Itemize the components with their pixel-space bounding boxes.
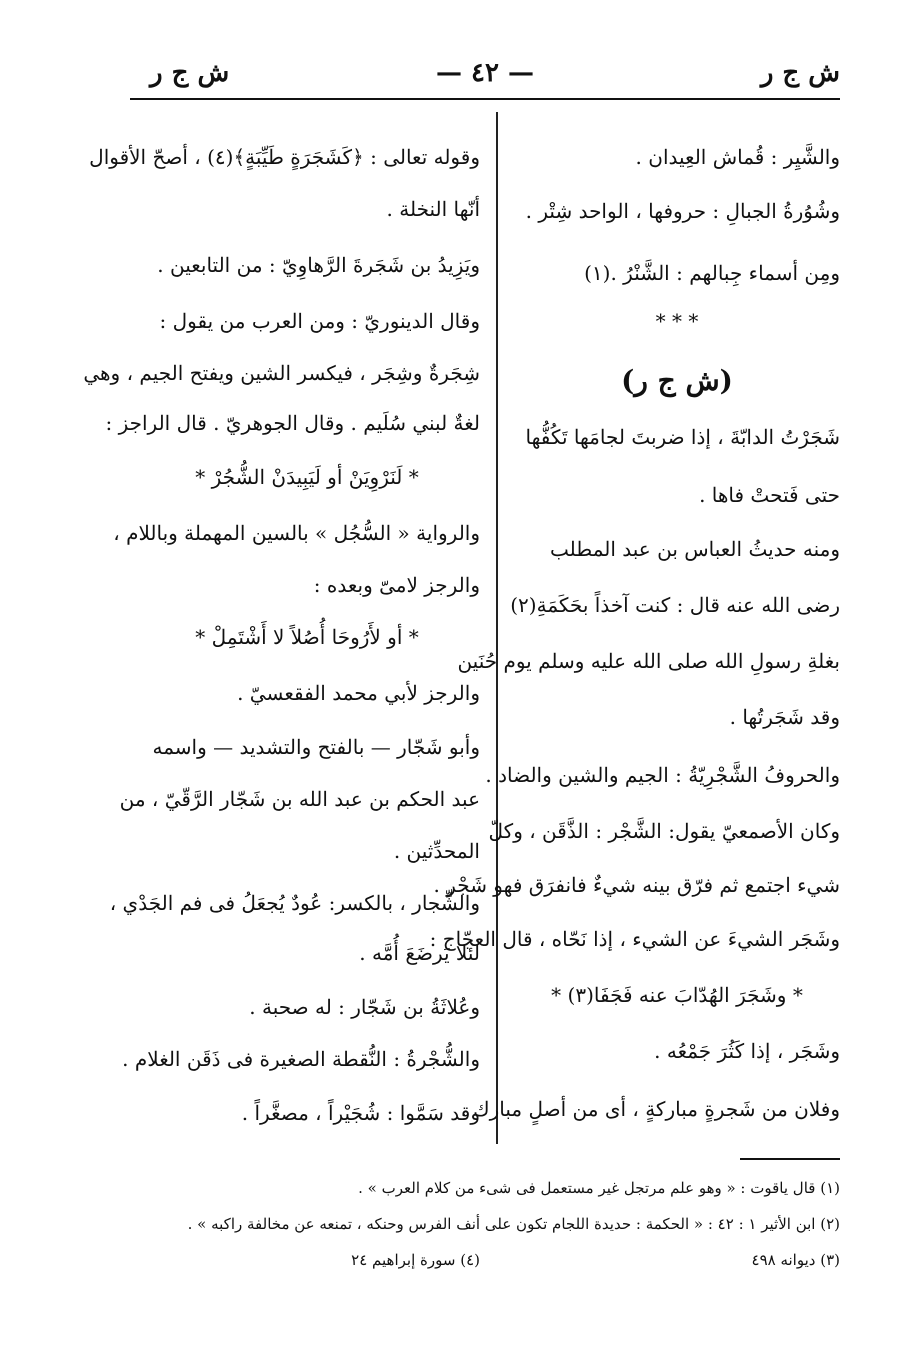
header-rule <box>130 98 840 100</box>
text-line: وكان الأصمعيّ يقول: الشَّجْر : الذَّقَن ، وكلّ <box>488 819 840 843</box>
text-line: ومنه حديثُ العباس بن عبد المطلب <box>550 537 840 561</box>
footnote-1: (١) قال ياقوت : « وهو علم مرتجل غير مستعمل فى شىء من كلام العرب » . <box>358 1179 840 1197</box>
text-line: وفلان من شَجرةٍ مباركةٍ ، أى من أصلٍ مبارك . <box>460 1097 840 1121</box>
verse-line: * أو لأَرُوحَا أُصُلاً لا أَشْتَمِلْ * <box>195 625 419 649</box>
footnote-4: (٤) سورة إبراهيم ٢٤ <box>351 1251 480 1269</box>
text-line: أنّها النخلة . <box>386 197 480 221</box>
text-line: والرواية « السُّجُل » بالسين المهملة وباللام ، <box>113 521 480 545</box>
text-line: والشِّجار ، بالكسر: عُودٌ يُجعَلُ فى فم الجَدْي ، <box>109 891 480 915</box>
text-line: حتى فَتحتْ فاها . <box>699 483 840 507</box>
text-line: شِجَرةٌ وشِجَر ، فيكسر الشين ويفتح الجيم ، وهي <box>83 361 480 385</box>
column-divider <box>496 112 498 1144</box>
verse-line: * لَنَرْوِيَنْ أو لَيَبِيدَنْ الشُّجُرْ * <box>195 465 419 489</box>
text-line: وشُوُرةُ الجبالِ : حروفها ، الواحد شِتْر . <box>525 199 840 223</box>
text-line: والرجز لأبي محمد الفقعسيّ . <box>237 681 480 705</box>
text-line: والشُّجْرةُ : النُّقطة الصغيرة فى ذَقَن الغلام . <box>122 1047 480 1071</box>
text-line: وقال الدينوريّ : ومن العرب من يقول : <box>159 309 480 333</box>
text-line: وشَجَر ، إذا كَثُرَ جَمْعُه . <box>654 1039 840 1063</box>
text-line: عبد الحكم بن عبد الله بن شَجّار الرَّقّيّ ، من <box>119 787 480 811</box>
header-root-left: ش ج ر <box>150 58 230 88</box>
text-line: وقوله تعالى : ﴿كَشَجَرَةٍ طَيِّبَةٍ﴾(٤) ، أصحّ الأقوال <box>89 145 480 169</box>
text-line: لغةٌ لبني سُلَيم . وقال الجوهريّ . قال الراجز : <box>105 411 480 435</box>
footnote-row <box>130 1250 840 1274</box>
section-separator: * * * <box>655 309 699 333</box>
footnote-3: (٣) ديوانه ٤٩٨ <box>751 1251 840 1269</box>
text-line: وأبو شَجّار — بالفتح والتشديد — واسمه <box>152 735 480 759</box>
text-line: ومِن أسماء جِبالهم : الشَّنْرُ .(١) <box>584 261 840 285</box>
text-line: والشَّيِر : قُماش العِيدان . <box>635 145 840 169</box>
verse-line: * وشَجَرَ الهُدّابَ عنه فَجَفَا(٣) * <box>551 983 803 1007</box>
text-line: والحروفُ الشَّجْرِيّةُ : الجيم والشين والضاد . <box>485 763 840 787</box>
text-line: وقد سَمَّوا : شُجَيْراً ، مصغَّراً . <box>241 1101 480 1125</box>
text-line: لئلا يَرضَعَ أُمَّه . <box>359 941 480 965</box>
page-header <box>130 56 840 96</box>
text-line: ويَزِيدُ بن شَجَرةَ الرَّهاوِيّ : من التابعين . <box>157 253 480 277</box>
text-line: شَجَرْتُ الدابّةَ ، إذا ضربتَ لجامَها تَكُفُّها <box>525 425 840 449</box>
text-line: شيء اجتمع ثم فرّق بينه شيءٌ فانفرَق فهو شَجْر . <box>433 873 840 897</box>
text-line: رضى الله عنه قال : كنت آخذاً بحَكَمَةِ(٢) <box>510 593 840 617</box>
page-number: — ٤٢ — <box>435 58 535 88</box>
footnote-2: (٢) ابن الأثير ١ : ٤٢ : « الحكمة : حديدة اللجام تكون على أنف الفرس وحنكه ، تمنعه عن مخالفة راكبه » . <box>187 1215 840 1233</box>
text-line: وشَجَر الشيءَ عن الشيء ، إذا نَحّاه ، قال العجّاج : <box>429 927 840 951</box>
footnote-rule <box>740 1158 840 1160</box>
text-line: وعُلاثَةُ بن شَجّار : له صحبة . <box>249 995 480 1019</box>
section-heading: (ش ج ر) <box>621 364 733 397</box>
text-line: بغلةِ رسولِ الله صلى الله عليه وسلم يوم حُنَين <box>457 649 840 673</box>
text-line: والرجز لامىّ وبعده : <box>313 573 480 597</box>
text-line: وقد شَجَرتُها . <box>729 705 840 729</box>
header-root-right: ش ج ر <box>760 58 840 88</box>
text-line: المحدِّثين . <box>393 839 480 863</box>
